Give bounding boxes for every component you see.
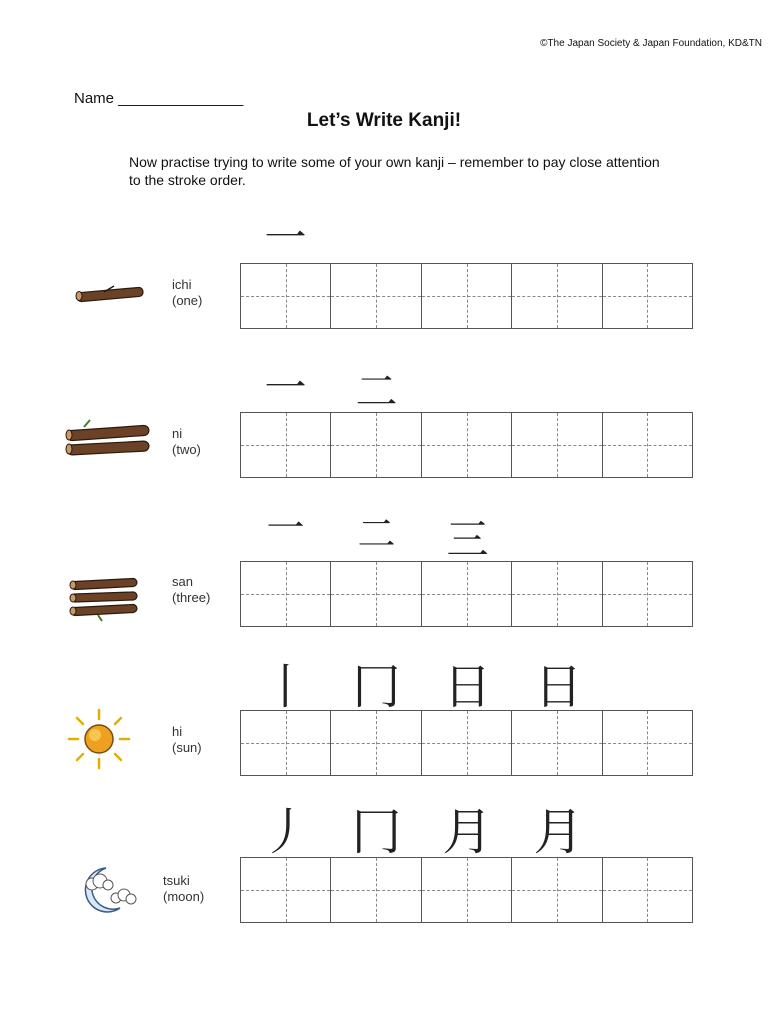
practice-cell[interactable] [241, 858, 331, 922]
practice-cell[interactable] [331, 858, 421, 922]
stroke-order [240, 497, 695, 564]
stroke-step: 丨 [261, 659, 310, 715]
stroke-step: 月 [533, 803, 584, 861]
practice-grid[interactable] [240, 857, 693, 923]
romaji-label: tsuki [163, 873, 190, 888]
practice-grid[interactable] [240, 263, 693, 329]
practice-cell[interactable] [331, 562, 421, 626]
copyright-notice: ©The Japan Society & Japan Foundation, KD&TN [540, 38, 762, 49]
one-stick-icon [74, 282, 148, 304]
practice-cell[interactable] [603, 413, 692, 477]
stroke-step: 一 [266, 506, 305, 550]
practice-cell[interactable] [512, 264, 602, 328]
page-title: Let’s Write Kanji! [306, 110, 462, 131]
practice-cell[interactable] [331, 711, 421, 775]
practice-cell[interactable] [603, 711, 692, 775]
stroke-step: 三 [446, 515, 489, 564]
stroke-step: 二 [355, 367, 398, 416]
romaji-label: hi [172, 724, 183, 739]
practice-cell[interactable] [241, 413, 331, 477]
meaning-label: (one) [172, 293, 203, 308]
practice-cell[interactable] [241, 264, 331, 328]
stroke-order [240, 648, 695, 715]
three-sticks-icon [68, 574, 144, 624]
practice-grid[interactable] [240, 412, 693, 478]
practice-cell[interactable] [603, 858, 692, 922]
name-field-label: Name _______________ [74, 90, 244, 107]
stroke-step: 冂 [351, 803, 402, 861]
romaji-label: ni [172, 426, 183, 441]
stroke-order [240, 205, 695, 265]
practice-cell[interactable] [422, 562, 512, 626]
meaning-label: (sun) [172, 740, 202, 755]
stroke-order [240, 355, 695, 415]
practice-cell[interactable] [512, 413, 602, 477]
moon-icon [80, 862, 140, 916]
meaning-label: (two) [172, 442, 201, 457]
practice-cell[interactable] [512, 562, 602, 626]
stroke-step: 冂 [352, 659, 401, 715]
practice-cell[interactable] [512, 711, 602, 775]
stroke-step: 日 [534, 659, 583, 715]
practice-grid[interactable] [240, 561, 693, 627]
practice-cell[interactable] [241, 562, 331, 626]
stroke-step: 月 [442, 803, 493, 861]
practice-cell[interactable] [331, 413, 421, 477]
meaning-label: (moon) [163, 889, 205, 904]
romaji-label: san [172, 574, 193, 589]
stroke-step: 二 [357, 512, 396, 556]
stroke-step: 一 [264, 213, 307, 262]
instructions-text: Now practise trying to write some of your own kanji – remember to pay close attention to the stroke order. [129, 154, 660, 188]
stroke-step: 一 [264, 363, 307, 412]
practice-cell[interactable] [241, 711, 331, 775]
practice-cell[interactable] [512, 858, 602, 922]
two-sticks-icon [64, 418, 156, 460]
practice-cell[interactable] [422, 711, 512, 775]
practice-grid[interactable] [240, 710, 693, 776]
practice-cell[interactable] [422, 413, 512, 477]
sun-icon [66, 708, 132, 770]
romaji-label: ichi [172, 277, 192, 292]
stroke-step: 丿 [260, 803, 311, 861]
practice-cell[interactable] [603, 264, 692, 328]
practice-cell[interactable] [331, 264, 421, 328]
meaning-label: (three) [172, 590, 211, 605]
stroke-order [240, 792, 695, 861]
stroke-step: 日 [443, 659, 492, 715]
practice-cell[interactable] [422, 264, 512, 328]
practice-cell[interactable] [422, 858, 512, 922]
practice-cell[interactable] [603, 562, 692, 626]
